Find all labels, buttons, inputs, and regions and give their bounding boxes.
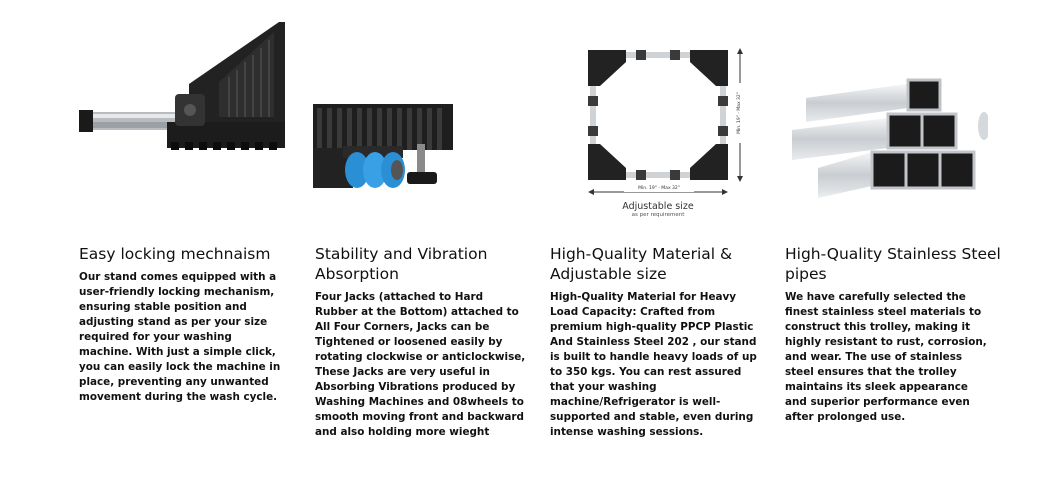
height-label: Min. 19" - Max 32" [737, 83, 743, 143]
feature-title: High-Quality Material & Adjustable size [550, 245, 733, 283]
steel-pipes-image [788, 68, 988, 228]
width-label: Min. 19" - Max 32" [624, 186, 694, 192]
adjustable-frame-image [584, 46, 748, 222]
feature-title: High-Quality Stainless Steel pipes [785, 245, 1001, 283]
locking-mechanism-image [79, 22, 285, 152]
feature-description: We have carefully selected the finest stainless steel materials to construct this trolley, making it highly resistant to rust, corrosion, and wear. The use of stainless steel ensures that the trolley maintains its sleek appearance and superior performance even after prolonged use. [785, 291, 987, 423]
feature-title: Easy locking mechnaism [79, 245, 271, 263]
feature-description: High-Quality Material for Heavy Load Capacity: Crafted from premium high-quality PPCP Plastic And Stainless Steel 202 , our stand is built to handle heavy loads of up to 350 kgs. You can rest assured that your washing machine/Refrigerator is well-supported and stable, even during intense washing sessions. [550, 291, 757, 438]
feature-description: Four Jacks (attached to Hard Rubber at the Bottom) attached to All Four Corners, Jacks can be Tightened or loosened easily by rotating clockwise or anticlockwise, These Jacks are very useful in Absorbing Vibrations produced by Washing Machines and 08wheels to smooth moving front and backward and also holding more wieght [315, 291, 526, 438]
adjustable-size-caption: Adjustable size [622, 201, 694, 212]
adjustable-size-subcaption: as per requirement [631, 212, 685, 218]
jack-wheel-image [313, 104, 453, 192]
feature-title: Stability and Vibration Absorption [315, 245, 488, 283]
feature-description: Our stand comes equipped with a user-friendly locking mechanism, ensuring stable position and adjusting stand as per your size required for your washing machine. With just a simple click, you can easily lock the machine in place, preventing any unwanted movement during the wash cycle. [79, 271, 281, 403]
